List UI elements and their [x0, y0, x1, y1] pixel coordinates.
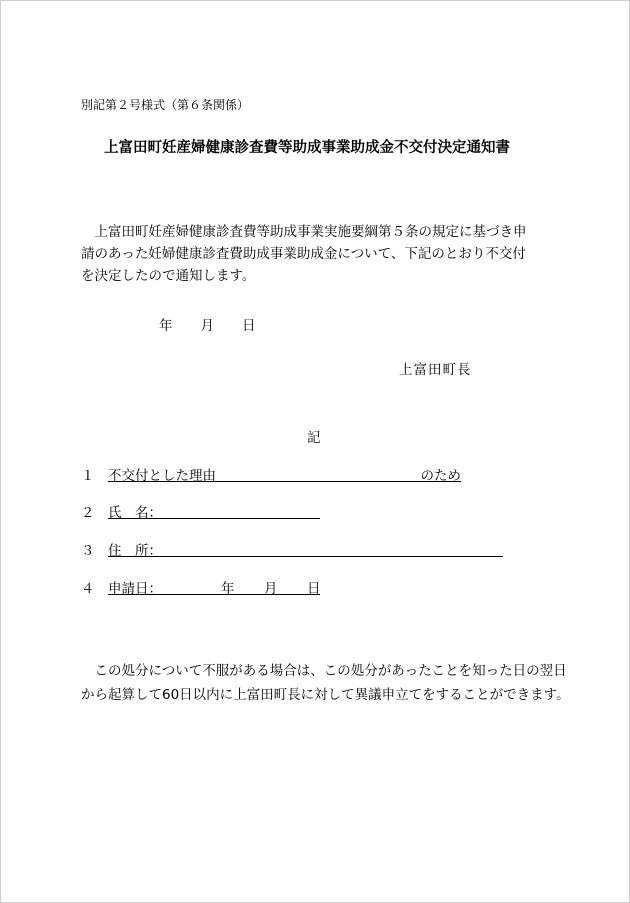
footer-line: から起算して60日以内に上富田町長に対して異議申立てをすることができます。 — [81, 687, 570, 703]
date-line — [159, 314, 256, 334]
list-item — [81, 539, 521, 559]
date-month: 月 — [200, 318, 214, 334]
document-title: 上富田町妊産婦健康診査費等助成事業助成金不交付決定通知書 — [104, 140, 510, 156]
footer-line: この処分について不服がある場合は、この処分があったことを知った日の翌日 — [81, 663, 567, 679]
item-label: 住 所： — [108, 543, 162, 559]
footer-note — [81, 659, 570, 707]
date-year: 年 — [159, 318, 173, 334]
item-number: ２ — [81, 505, 95, 521]
list-item — [81, 464, 481, 484]
reason-suffix: のため — [420, 468, 461, 484]
signer: 上富田町長 — [399, 362, 472, 378]
body-line: を決定したので通知します。 — [81, 268, 256, 284]
list-item — [81, 501, 381, 521]
form-label: 別記第２号様式（第６条関係） — [81, 98, 250, 112]
application-date-field — [108, 577, 320, 595]
body-paragraph — [81, 221, 561, 287]
list-item — [81, 577, 381, 597]
address-field — [108, 539, 503, 557]
body-line: 請のあった妊婦健康診査費助成事業助成金について、下記のとおり不交付 — [81, 246, 526, 262]
item-label: 不交付とした理由 — [108, 468, 216, 484]
item-label: 氏 名： — [108, 505, 162, 521]
body-line: 上富田町妊産婦健康診査費等助成事業実施要綱第５条の規定に基づき申 — [81, 224, 527, 240]
app-date-year: 年 — [221, 581, 235, 597]
item-label: 申請日： — [108, 581, 162, 597]
reason-field — [108, 464, 461, 482]
item-number: １ — [81, 468, 95, 484]
item-number: ３ — [81, 543, 95, 559]
app-date-day: 日 — [307, 581, 321, 597]
date-day: 日 — [242, 318, 256, 334]
app-date-month: 月 — [264, 581, 278, 597]
item-number: ４ — [81, 581, 95, 597]
name-field — [108, 501, 320, 519]
ki-heading: 記 — [307, 430, 321, 446]
